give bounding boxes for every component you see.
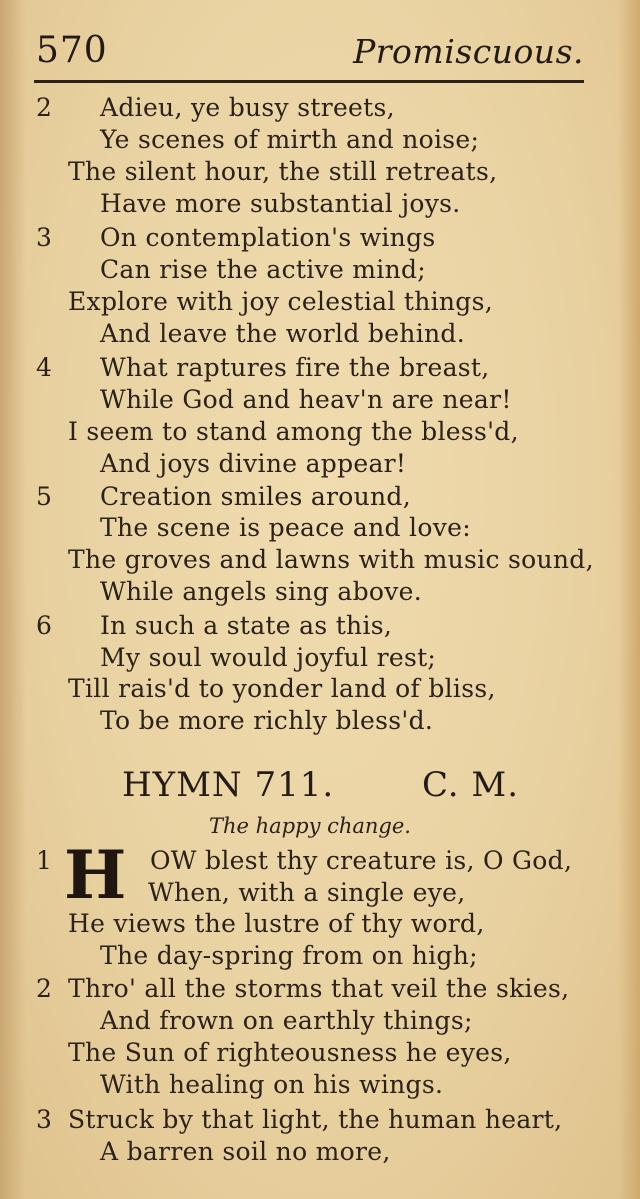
hymn-title: HYMN 711.: [122, 765, 335, 805]
verse-line: And frown on earthly things;: [100, 1006, 473, 1035]
stanza-number: 2: [36, 93, 52, 122]
verse-line: What raptures fire the breast,: [100, 353, 490, 382]
page-number: 570: [36, 30, 108, 71]
stanza-number: 3: [36, 1105, 52, 1134]
stanza-number: 5: [36, 482, 52, 511]
header-rule: [34, 80, 584, 83]
verse-line: While God and heav'n are near!: [100, 385, 512, 414]
stanza-number: 6: [36, 611, 52, 640]
verse-line: The silent hour, the still retreats,: [68, 157, 498, 186]
verse-line: When, with a single eye,: [148, 878, 466, 907]
verse-line: Creation smiles around,: [100, 482, 411, 511]
verse-line: In such a state as this,: [100, 611, 393, 640]
verse-line: My soul would joyful rest;: [100, 643, 437, 672]
verse-line: To be more richly bless'd.: [100, 706, 434, 735]
verse-line: The Sun of righteousness he eyes,: [68, 1038, 512, 1067]
verse-line: Explore with joy celestial things,: [68, 287, 493, 316]
verse-line: Thro' all the storms that veil the skies,: [68, 974, 570, 1003]
stanza-number: 4: [36, 353, 52, 382]
running-title: Promiscuous.: [353, 32, 584, 71]
verse-line: On contemplation's wings: [100, 223, 436, 252]
verse-line: The day-spring from on high;: [100, 941, 478, 970]
hymn-subtitle: The happy change.: [209, 814, 411, 838]
verse-line: With healing on his wings.: [100, 1070, 444, 1099]
stanza-number: 3: [36, 223, 52, 252]
verse-line: OW blest thy creature is, O God,: [150, 846, 573, 875]
drop-cap: H: [64, 836, 127, 914]
verse-line: The groves and lawns with music sound,: [68, 545, 594, 574]
verse-line: Can rise the active mind;: [100, 255, 427, 284]
verse-line: He views the lustre of thy word,: [68, 909, 485, 938]
stanza-number: 2: [36, 974, 52, 1003]
verse-line: The scene is peace and love:: [100, 513, 471, 542]
verse-line: While angels sing above.: [100, 577, 423, 606]
hymn-heading: [0, 765, 640, 811]
verse-line: Struck by that light, the human heart,: [68, 1105, 563, 1134]
verse-line: And joys divine appear!: [100, 449, 407, 478]
verse-line: Till rais'd to yonder land of bliss,: [68, 674, 496, 703]
verse-line: Ye scenes of mirth and noise;: [100, 125, 480, 154]
verse-line: A barren soil no more,: [100, 1137, 391, 1166]
page-header: [36, 26, 584, 78]
hymn-meter: C. M.: [422, 765, 520, 805]
verse-line: And leave the world behind.: [100, 319, 465, 348]
stanza-number: 1: [36, 846, 52, 875]
verse-line: Adieu, ye busy streets,: [100, 93, 395, 122]
verse-line: Have more substantial joys.: [100, 189, 461, 218]
verse-line: I seem to stand among the bless'd,: [68, 417, 519, 446]
